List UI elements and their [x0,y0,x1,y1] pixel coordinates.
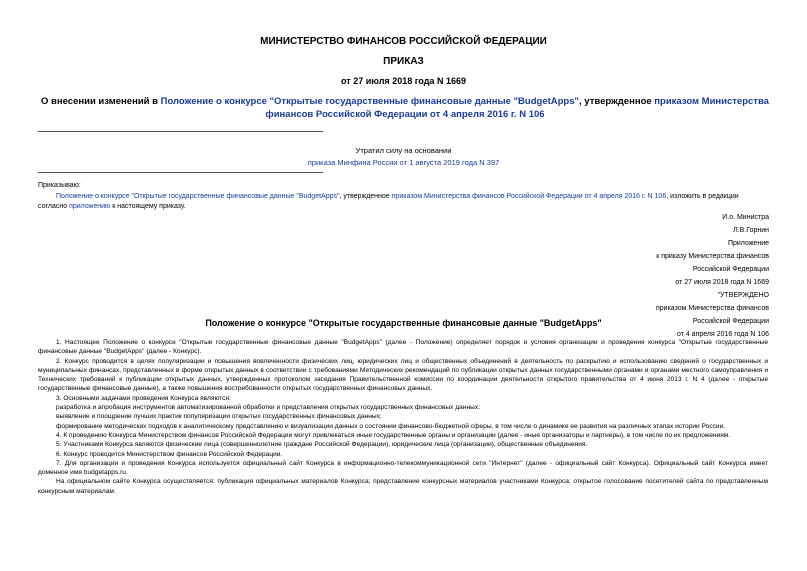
paragraph: 4. К проведению Конкурса Министерством финансов Российской Федерации могут привлекаться иные государственные органы и организации (далее - иные организаторы и партнеры), в том числе по их предложениям. [56,431,731,439]
order-intro: Приказываю: [38,182,81,189]
date-number-heading: от 27 июля 2018 года N 1669 [341,76,466,86]
paragraph: 1. Настоящее Положение о конкурсе "Открытые государственные финансовые данные "BudgetApps" (далее - Положение) определяет порядок и условия организации и проведения конкурса "Открытые государственные финансовые данные "BudgetApps" (далее - Конкурс). [38,339,768,356]
signature-position: И.о. Министра [722,214,769,221]
appendix-line-1: Приложение [727,240,769,247]
appendix-line-7: Российской Федерации [692,318,769,325]
appendix-line-6: приказом Министерства финансов [655,305,769,312]
regulation-body [38,338,768,496]
paragraph: выявление и поощрение лучших практик популяризации открытых государственных финансовых данных; [56,413,382,421]
order-text-2: , изложить в редакции согласно [38,193,739,210]
paragraph: 6. Конкурс проводится Министерством финансов Российской Федерации. [56,450,283,458]
paragraph: 5. Участниками Конкурса являются физические лица (совершеннолетние граждане Российской Федерации), юридические лица (организации), общественные объединения. [56,441,588,449]
status-line: Утратил силу на основании [355,146,452,155]
order-link-appendix[interactable]: приложению [69,202,111,210]
paragraph: разработка и апробация инструментов автоматизированной обработки и представления открытых государственных финансовых данных; [56,404,480,412]
appendix-line-5: "УТВЕРЖДЕНО [717,292,769,299]
title-middle: , утвержденное [579,96,655,107]
signature-name: Л.В.Горнин [733,227,769,234]
document-title [30,95,780,121]
order-text-1: , утвержденное [339,193,392,200]
divider-bottom [38,172,323,173]
paragraph: 7. Для организации и проведения Конкурса используется официальный сайт Конкурса в информационно-телекоммуникационной сети "Интернет" (далее - официальный сайт Конкурса). Официальный сайт Конкурса имеет доменное имя budgetapps.ru. [38,459,768,477]
paragraph: формирование методических подходов к аналитическому представлению и визуализации данных о состоянии финансово-бюджетной сферы, в том числе о динамике ее развития на различных этапах истории России. [56,422,726,430]
ministry-heading: МИНИСТЕРСТВО ФИНАНСОВ РОССИЙСКОЙ ФЕДЕРАЦИИ [260,36,547,47]
paragraph: На официальном сайте Конкурса осуществляется: публикация официальных материалов Конкурса; представление конкурсных материалов участниками Конкурса; открытое голосование посетителей сайта по представленным конкурсным материалам. [38,478,768,495]
appendix-line-2: к приказу Министерства финансов [656,253,769,260]
status-link[interactable]: приказа Минфина России от 1 августа 2019 года N 397 [307,158,500,167]
order-link-regulation[interactable]: Положение о конкурсе "Открытые государственные финансовые данные "BudgetApps" [56,193,340,200]
section-title: Положение о конкурсе "Открытые государственные финансовые данные "BudgetApps" [205,318,602,328]
order-text-3: к настоящему приказу. [110,202,186,210]
appendix-line-4: от 27 июля 2018 года N 1669 [675,279,769,286]
paragraph: 2. Конкурс проводится в целях популяризации и повышения вовлеченности физических лиц, юридических лиц и общественных объединений в деятельность по раскрытию и использованию сведений о государственных и муниципальных финансах, представленных в форме открытых данных в соответствии с требованиями Методических рекомендаций по публикации открытых данных государственными органами и органами местного самоуправления и Технических требований к публикации открытых данных, утвержденных протоколом заседания Правительственной комиссии по координации деятельности открытого правительства от 4 июня 2013 г. N 4 (далее - открытые государственные финансовые данные), а также повышения востребованности открытых государственных финансовых данных. [38,357,768,393]
order-link-order[interactable]: приказом Министерства финансов Российской Федерации от 4 апреля 2016 г. N 106 [391,193,667,200]
title-link-order[interactable]: приказом Министерства финансов Российской Федерации от 4 апреля 2016 г. N 106 [265,96,769,120]
paragraph: 3. Основными задачами проведения Конкурса являются: [56,394,231,402]
appendix-line-8: от 4 апреля 2016 года N 106 [676,331,769,338]
title-link-regulation[interactable]: Положение о конкурсе "Открытые государственные финансовые данные "BudgetApps" [160,96,580,107]
title-prefix: О внесении изменений в [41,96,161,107]
divider-top [38,131,323,132]
doc-type-heading: ПРИКАЗ [383,56,424,67]
appendix-line-3: Российской Федерации [692,266,769,273]
order-paragraph [38,192,768,211]
